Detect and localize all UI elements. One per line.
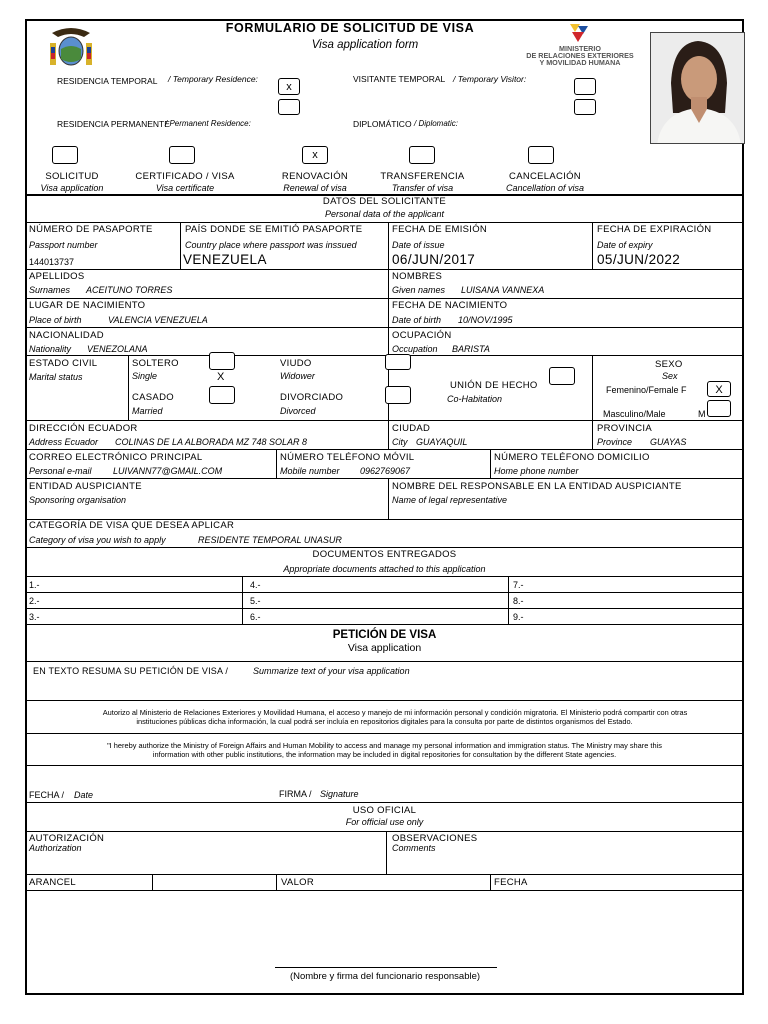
- form-frame: [25, 19, 744, 995]
- diplomatic-checkbox[interactable]: [574, 99, 596, 115]
- single-mark: X: [217, 371, 225, 383]
- male-letter: M: [698, 409, 706, 419]
- signature-en: Signature: [320, 789, 359, 799]
- province-label: PROVINCIA: [597, 423, 652, 434]
- official-signature-line: [275, 967, 497, 968]
- divorced-label: DIVORCIADO: [280, 392, 344, 403]
- request-cancellation-checkbox[interactable]: [528, 146, 554, 164]
- cohabitation-label: UNIÓN DE HECHO: [450, 380, 538, 391]
- visa-category-en: Category of visa you wish to apply: [29, 535, 166, 545]
- document-item-9[interactable]: 9.-: [513, 612, 524, 622]
- request-cancellation-en: Cancellation of visa: [505, 183, 585, 193]
- names-value[interactable]: LUISANA VANNEXA: [461, 285, 545, 295]
- authorization-label: AUTORIZACIÓN: [29, 833, 105, 844]
- official-en: For official use only: [345, 817, 424, 827]
- applicant-photo: [650, 32, 745, 144]
- divorced-checkbox[interactable]: [385, 386, 411, 404]
- issue-date-en: Date of issue: [392, 240, 445, 250]
- birthplace-en: Place of birth: [29, 315, 82, 325]
- province-en: Province: [597, 437, 633, 447]
- divorced-en: Divorced: [280, 406, 316, 416]
- temporary-visitor-checkbox[interactable]: [574, 78, 596, 95]
- names-label: NOMBRES: [392, 271, 443, 282]
- single-checkbox[interactable]: [209, 352, 235, 370]
- expiry-date-label: FECHA DE EXPIRACIÓN: [597, 224, 712, 235]
- nationality-label: NACIONALIDAD: [29, 330, 104, 341]
- surnames-en: Surnames: [29, 285, 71, 295]
- temporal-residence-checkbox[interactable]: x: [278, 78, 300, 95]
- birthplace-label: LUGAR DE NACIMIENTO: [29, 300, 146, 311]
- cohabitation-en: Co-Habitation: [447, 394, 503, 404]
- permanent-en: / Permanent Residence:: [165, 119, 251, 128]
- male-label: Masculino/Male: [603, 409, 666, 419]
- nationality-value[interactable]: VENEZOLANA: [87, 344, 148, 354]
- city-en: City: [392, 437, 408, 447]
- documents-en: Appropriate documents attached to this application: [283, 564, 486, 574]
- applicant-section-title: DATOS DEL SOLICITANTE: [322, 196, 447, 207]
- country-label: PAÍS DONDE SE EMITIÓ PASAPORTE: [185, 224, 363, 235]
- province-value[interactable]: GUAYAS: [650, 437, 687, 447]
- surnames-value[interactable]: ACEITUNO TORRES: [86, 285, 173, 295]
- ecuador-coat-of-arms-icon: [48, 25, 94, 69]
- passport-value[interactable]: 144013737: [29, 257, 75, 267]
- request-transfer-checkbox[interactable]: [409, 146, 435, 164]
- visitor-label: VISITANTE TEMPORAL: [353, 74, 446, 84]
- document-item-8[interactable]: 8.-: [513, 596, 524, 606]
- request-application-checkbox[interactable]: [52, 146, 78, 164]
- visa-category-label: CATEGORÍA DE VISA QUE DESEA APLICAR: [29, 520, 235, 531]
- home-phone-label: NÚMERO TELÉFONO DOMICILIO: [494, 452, 650, 463]
- married-label: CASADO: [132, 392, 174, 403]
- address-value[interactable]: COLINAS DE LA ALBORADA MZ 748 SOLAR 8: [115, 437, 308, 447]
- mobile-label: NÚMERO TELÉFONO MÓVIL: [280, 452, 415, 463]
- nationality-en: Nationality: [29, 344, 72, 354]
- occupation-value[interactable]: BARISTA: [452, 344, 490, 354]
- email-label: CORREO ELECTRÓNICO PRINCIPAL: [29, 452, 203, 463]
- address-label: DIRECCIÓN ECUADOR: [29, 423, 138, 434]
- ministry-logo-icon: [566, 22, 592, 44]
- permanent-label: RESIDENCIA PERMANENTE: [57, 119, 170, 129]
- married-checkbox[interactable]: [209, 386, 235, 404]
- request-certificate-checkbox[interactable]: [169, 146, 195, 164]
- widower-checkbox[interactable]: [385, 354, 411, 370]
- request-renewal-checkbox[interactable]: x: [302, 146, 328, 164]
- names-en: Given names: [392, 285, 446, 295]
- single-label: SOLTERO: [132, 358, 179, 369]
- single-en: Single: [132, 371, 158, 381]
- request-renewal-label: RENOVACIÓN: [281, 171, 349, 182]
- issue-date-value[interactable]: 06/JUN/2017: [392, 252, 476, 267]
- official-signature-caption: (Nombre y firma del funcionario responsable): [289, 971, 481, 982]
- consent-es-line2: instituciones públicas dicha información, la cual podrá ser incluía en repositorios digitales para la consulta por parte de distintos organismos del Estado.: [136, 717, 633, 726]
- document-item-4[interactable]: 4.-: [250, 580, 261, 590]
- visa-category-value[interactable]: RESIDENTE TEMPORAL UNASUR: [198, 535, 342, 545]
- form-subtitle: Visa application form: [311, 39, 419, 51]
- sex-label: SEXO: [655, 359, 683, 370]
- sex-en: Sex: [662, 371, 678, 381]
- ministry-line1: MINISTERIO: [559, 44, 601, 53]
- official-date-label: FECHA: [494, 877, 528, 888]
- summary-en: Summarize text of your visa application: [253, 666, 410, 676]
- request-certificate-label: CERTIFICADO / VISA: [135, 171, 235, 182]
- diplomatic-en: / Diplomatic:: [414, 119, 459, 128]
- consent-en-line2: information with other public institutions, the information may be included in digital repositories for consultation by the different State agencies.: [152, 750, 617, 759]
- birthdate-label: FECHA DE NACIMIENTO: [392, 300, 508, 311]
- date-label: FECHA /: [29, 790, 65, 800]
- residence-temporal-en: / Temporary Residence:: [168, 74, 258, 84]
- country-en: Country place where passport was inssued: [185, 240, 357, 250]
- email-value[interactable]: LUIVANN77@GMAIL.COM: [113, 466, 223, 476]
- civil-status-en: Marital status: [29, 372, 83, 382]
- residence-temporal-label: RESIDENCIA TEMPORAL: [57, 76, 158, 86]
- request-cancellation-label: CANCELACIÓN: [509, 171, 581, 182]
- petition-en: Visa application: [347, 642, 422, 654]
- document-item-2[interactable]: 2.-: [29, 596, 40, 606]
- passport-label: NÚMERO DE PASAPORTE: [29, 224, 153, 235]
- request-transfer-en: Transfer of visa: [391, 183, 454, 193]
- request-renewal-en: Renewal of visa: [283, 183, 347, 193]
- date-en: Date: [74, 790, 94, 800]
- city-label: CIUDAD: [392, 423, 431, 434]
- request-application-en: Visa application: [40, 183, 104, 193]
- cohabitation-checkbox[interactable]: [549, 367, 575, 385]
- occupation-label: OCUPACIÓN: [392, 330, 452, 341]
- documents-title: DOCUMENTOS ENTREGADOS: [312, 549, 457, 560]
- mobile-en: Mobile number: [280, 466, 340, 476]
- surnames-label: APELLIDOS: [29, 271, 85, 282]
- request-transfer-label: TRANSFERENCIA: [380, 171, 465, 182]
- civil-status-label: ESTADO CIVIL: [29, 358, 98, 369]
- permanent-residence-checkbox[interactable]: [278, 99, 300, 115]
- fee-label: ARANCEL: [29, 877, 76, 888]
- signature-label: FIRMA /: [279, 789, 312, 799]
- value-label: VALOR: [281, 877, 315, 888]
- mobile-value[interactable]: 0962769067: [360, 466, 411, 476]
- legal-rep-label: NOMBRE DEL RESPONSABLE EN LA ENTIDAD AUSPICIANTE: [392, 481, 682, 492]
- widower-label: VIUDO: [280, 358, 312, 369]
- legal-rep-en: Name of legal representative: [392, 495, 508, 505]
- document-item-1[interactable]: 1.-: [29, 580, 40, 590]
- passport-en: Passport number: [29, 240, 98, 250]
- visitor-en: / Temporary Visitor:: [453, 74, 527, 84]
- occupation-en: Occupation: [392, 344, 438, 354]
- summary-field[interactable]: [26, 679, 743, 699]
- widower-en: Widower: [280, 371, 315, 381]
- sponsor-en: Sponsoring organisation: [29, 495, 127, 505]
- observations-en: Comments: [392, 843, 436, 853]
- consent-es-line1: Autorizo al Ministerio de Relaciones Exteriores y Movilidad Humana, el acceso y manejo de mi información personal y condición migratoria. El Ministerio podrá compartir con otras: [102, 708, 688, 717]
- applicant-section-en: Personal data of the applicant: [324, 209, 445, 219]
- ministry-line3: Y MOVILIDAD HUMANA: [539, 58, 621, 67]
- married-en: Married: [132, 406, 163, 416]
- ministry-line2: DE RELACIONES EXTERIORES: [526, 51, 634, 60]
- female-checkbox[interactable]: X: [707, 381, 731, 397]
- document-item-3[interactable]: 3.-: [29, 612, 40, 622]
- document-item-7[interactable]: 7.-: [513, 580, 524, 590]
- expiry-date-value[interactable]: 05/JUN/2022: [597, 252, 681, 267]
- male-checkbox[interactable]: [707, 400, 731, 417]
- form-title: FORMULARIO DE SOLICITUD DE VISA: [225, 21, 475, 35]
- request-application-label: SOLICITUD: [45, 171, 99, 182]
- female-label: Femenino/Female F: [606, 385, 687, 395]
- document-item-6[interactable]: 6.-: [250, 612, 261, 622]
- authorization-en: Authorization: [29, 843, 82, 853]
- issue-date-label: FECHA DE EMISIÓN: [392, 224, 488, 235]
- consent-en-line1: "I hereby authorize the Ministry of Foreign Affairs and Human Mobility to access and manage my personal information and immigration status. The Ministry may share this: [107, 741, 662, 750]
- birthplace-value[interactable]: VALENCIA VENEZUELA: [108, 315, 208, 325]
- birthdate-en: Date of birth: [392, 315, 442, 325]
- home-phone-en: Home phone number: [494, 466, 579, 476]
- email-en: Personal e-mail: [29, 466, 92, 476]
- country-value[interactable]: VENEZUELA: [183, 252, 267, 267]
- official-title: USO OFICIAL: [352, 805, 417, 816]
- document-item-5[interactable]: 5.-: [250, 596, 261, 606]
- birthdate-value[interactable]: 10/NOV/1995: [458, 315, 513, 325]
- petition-title: PETICIÓN DE VISA: [332, 629, 437, 641]
- city-value[interactable]: GUAYAQUIL: [416, 437, 468, 447]
- sponsor-label: ENTIDAD AUSPICIANTE: [29, 481, 142, 492]
- observations-label: OBSERVACIONES: [392, 833, 478, 844]
- address-en: Address Ecuador: [29, 437, 99, 447]
- request-certificate-en: Visa certificate: [155, 183, 215, 193]
- diplomatic-label: DIPLOMÁTICO: [353, 119, 412, 129]
- expiry-date-en: Date of expiry: [597, 240, 653, 250]
- summary-label: EN TEXTO RESUMA SU PETICIÓN DE VISA /: [33, 666, 229, 676]
